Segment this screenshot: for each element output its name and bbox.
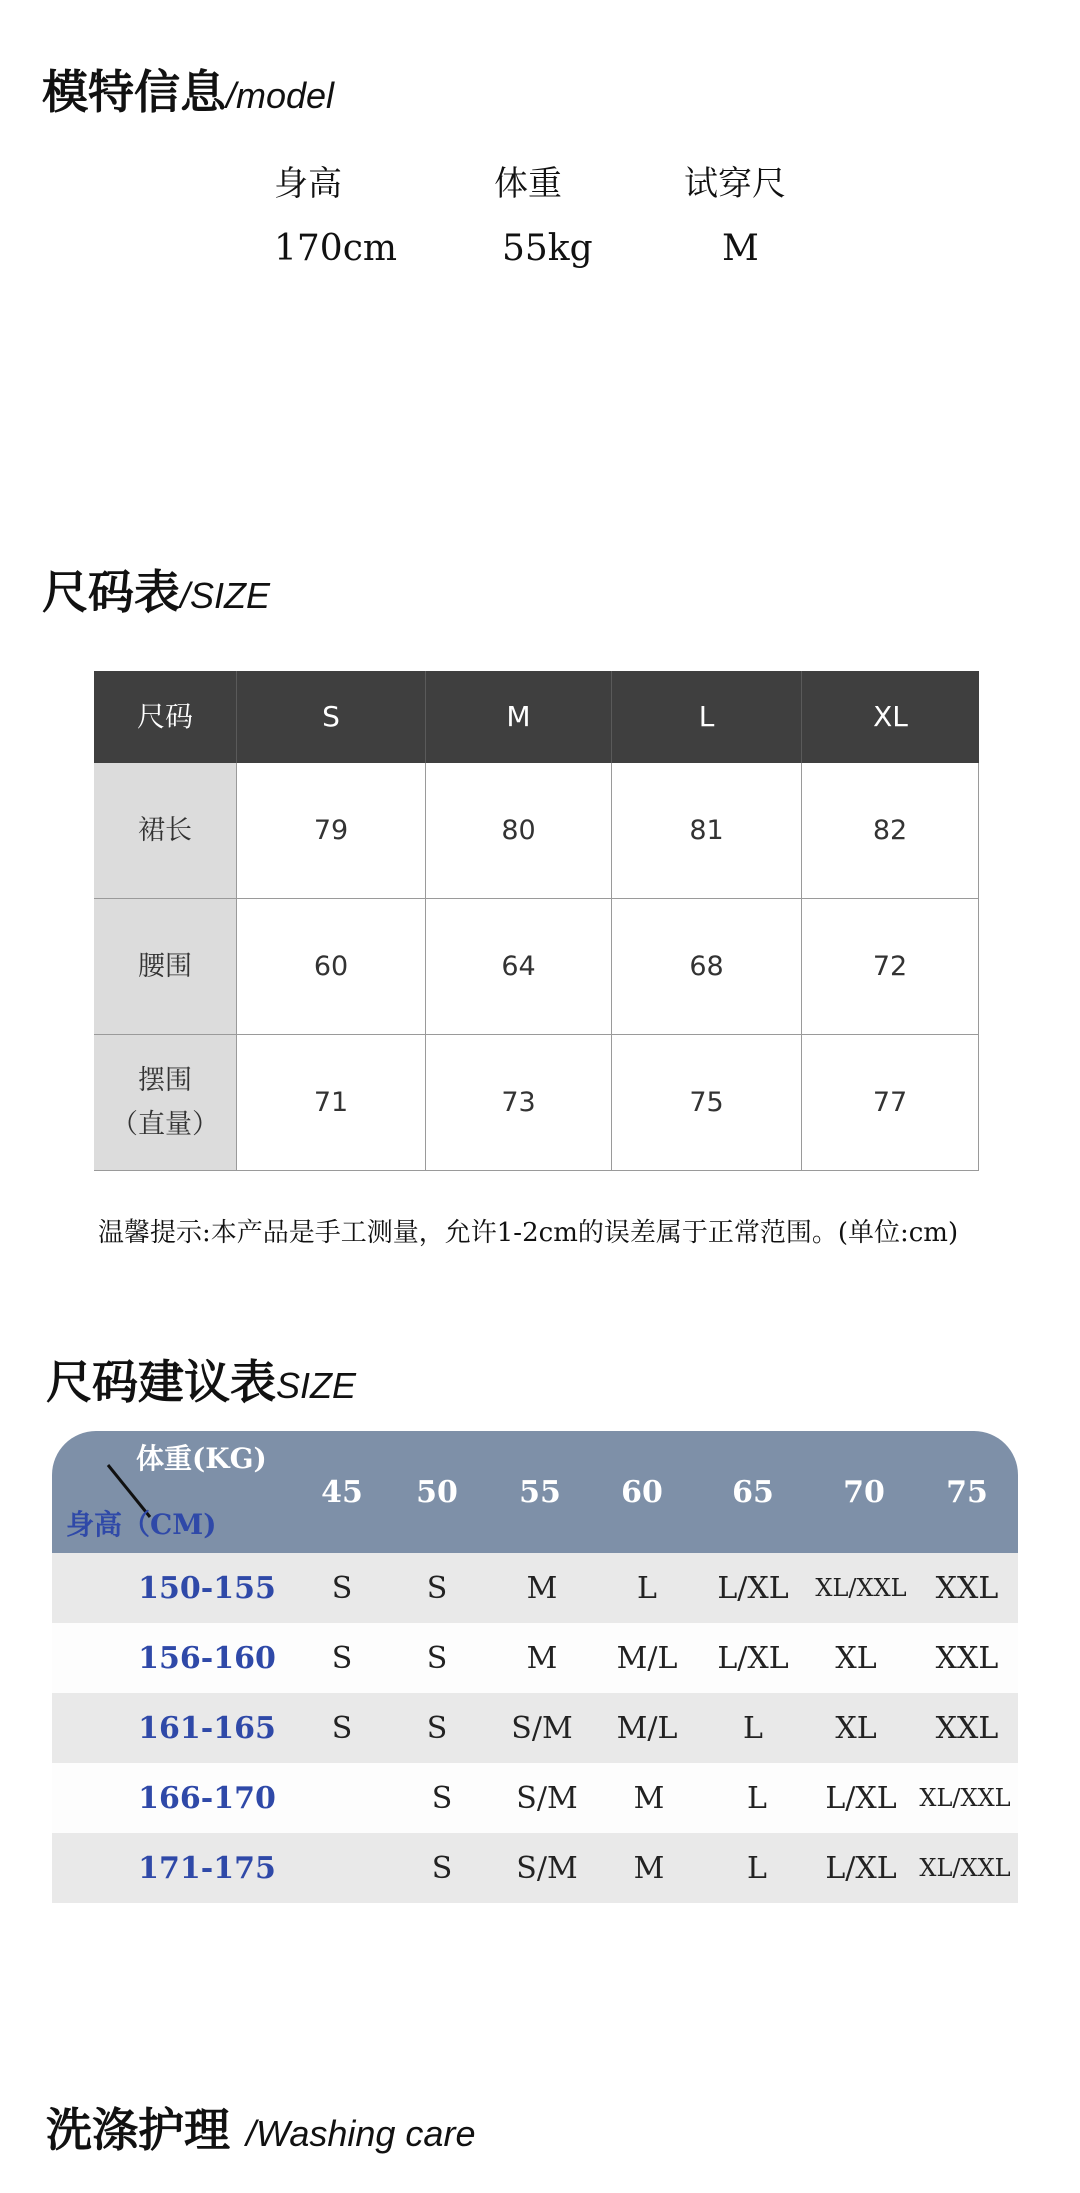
weight-header: 45 — [321, 1474, 363, 1510]
weight-header: 50 — [416, 1474, 458, 1510]
height-range: 150-155 — [138, 1570, 276, 1606]
weight-header: 55 — [519, 1474, 561, 1510]
height-range: 171-175 — [138, 1850, 276, 1886]
washing-title-en: /Washing care — [246, 2113, 476, 2154]
height-range: 161-165 — [138, 1710, 276, 1746]
recommend-title-en: SIZE — [276, 1365, 357, 1406]
size-suggestion: XL/XXL — [815, 1574, 907, 1602]
size-suggestion: M — [526, 1640, 558, 1676]
size-header-cell: S — [237, 671, 426, 763]
size-suggestion: M — [633, 1850, 665, 1886]
size-suggestion — [302, 1763, 382, 1833]
corner-weight-label: 体重(KG) — [136, 1442, 267, 1475]
size-table-row — [94, 899, 979, 1035]
size-title-cn: 尺码表 — [42, 565, 180, 619]
size-suggestion: XXL — [935, 1640, 999, 1676]
recommend-table-header — [52, 1431, 1018, 1553]
size-suggestion: XL — [835, 1640, 877, 1676]
size-suggestion: L/XL — [717, 1570, 789, 1606]
size-suggestion: L — [747, 1850, 767, 1886]
model-title-en: /model — [226, 75, 335, 116]
size-suggestion: M/L — [616, 1640, 678, 1676]
size-row-label: 腰围 — [94, 899, 237, 1035]
size-suggestion: L — [747, 1780, 767, 1816]
size-suggestion: L/XL — [825, 1850, 897, 1886]
recommend-row — [52, 1833, 1018, 1903]
size-header-cell: L — [612, 671, 802, 763]
size-table-row — [94, 1035, 979, 1171]
size-suggestion: M/L — [616, 1710, 678, 1746]
size-cell: 60 — [237, 899, 426, 1035]
weight-header: 65 — [732, 1474, 774, 1510]
size-suggestion: L — [743, 1710, 763, 1746]
size-cell: 71 — [237, 1035, 426, 1171]
size-cell: 68 — [612, 899, 802, 1035]
size-table-row — [94, 763, 979, 899]
size-title-en: /SIZE — [180, 575, 271, 616]
weight-header: 60 — [621, 1474, 663, 1510]
size-cell: 73 — [426, 1035, 612, 1171]
size-cell: 81 — [612, 763, 802, 899]
size-suggestion: S — [426, 1710, 448, 1746]
size-cell: 80 — [426, 763, 612, 899]
size-suggestion: S — [331, 1710, 353, 1746]
size-cell: 79 — [237, 763, 426, 899]
size-suggestion: S — [426, 1570, 448, 1606]
size-table-header — [94, 671, 979, 763]
size-suggestion: S/M — [516, 1850, 578, 1886]
recommend-row — [52, 1553, 1018, 1623]
size-cell: 64 — [426, 899, 612, 1035]
size-suggestion — [302, 1833, 382, 1903]
size-suggestion: S — [426, 1640, 448, 1676]
height-range: 156-160 — [138, 1640, 276, 1676]
size-note: 温馨提示:本产品是手工测量，允许1-2cm的误差属于正常范围。(单位:cm) — [98, 1218, 959, 1248]
size-table — [94, 671, 979, 1171]
recommend-row — [52, 1623, 1018, 1693]
recommend-row — [52, 1763, 1018, 1833]
height-range: 166-170 — [138, 1780, 276, 1816]
size-suggestion: XL — [835, 1710, 877, 1746]
size-cell: 75 — [612, 1035, 802, 1171]
recommend-row — [52, 1693, 1018, 1763]
size-suggestion: XL/XXL — [919, 1784, 1011, 1812]
size-suggestion: XL/XXL — [919, 1854, 1011, 1882]
size-cell: 82 — [802, 763, 979, 899]
weight-header: 70 — [843, 1474, 885, 1510]
size-suggestion: S/M — [516, 1780, 578, 1816]
size-header-cell: M — [426, 671, 612, 763]
size-suggestion: XXL — [935, 1710, 999, 1746]
model-value-height: 170cm — [274, 228, 398, 269]
model-title-cn: 模特信息 — [42, 65, 226, 119]
size-cell: 77 — [802, 1035, 979, 1171]
model-label-size: 试穿尺 — [684, 164, 786, 204]
size-suggestion: L — [637, 1570, 657, 1606]
washing-title-cn: 洗涤护理 — [46, 2103, 230, 2157]
washing-section-title — [46, 2094, 475, 2160]
size-section-title — [42, 556, 270, 622]
model-label-weight: 体重 — [494, 164, 562, 204]
size-row-label: 摆围 （直量） — [94, 1035, 237, 1171]
corner-height-label: 身高（CM) — [66, 1508, 217, 1541]
model-value-size: M — [722, 228, 759, 269]
recommend-title-cn: 尺码建议表 — [46, 1355, 276, 1409]
size-suggestion: S/M — [511, 1710, 573, 1746]
size-suggestion: XXL — [935, 1570, 999, 1606]
size-suggestion: M — [526, 1570, 558, 1606]
size-row-label: 裙长 — [94, 763, 237, 899]
model-value-weight: 55kg — [502, 228, 593, 269]
model-label-height: 身高 — [274, 164, 342, 204]
size-suggestion: L/XL — [717, 1640, 789, 1676]
size-suggestion: S — [431, 1780, 453, 1816]
size-suggestion: S — [331, 1640, 353, 1676]
size-suggestion: M — [633, 1780, 665, 1816]
recommend-section-title — [46, 1346, 356, 1412]
size-header-cell: 尺码 — [94, 671, 237, 763]
model-section-title — [42, 56, 334, 122]
size-suggestion: L/XL — [825, 1780, 897, 1816]
size-suggestion: S — [331, 1570, 353, 1606]
weight-header: 75 — [946, 1474, 988, 1510]
size-cell: 72 — [802, 899, 979, 1035]
size-header-cell: XL — [873, 699, 908, 733]
size-suggestion: S — [431, 1850, 453, 1886]
